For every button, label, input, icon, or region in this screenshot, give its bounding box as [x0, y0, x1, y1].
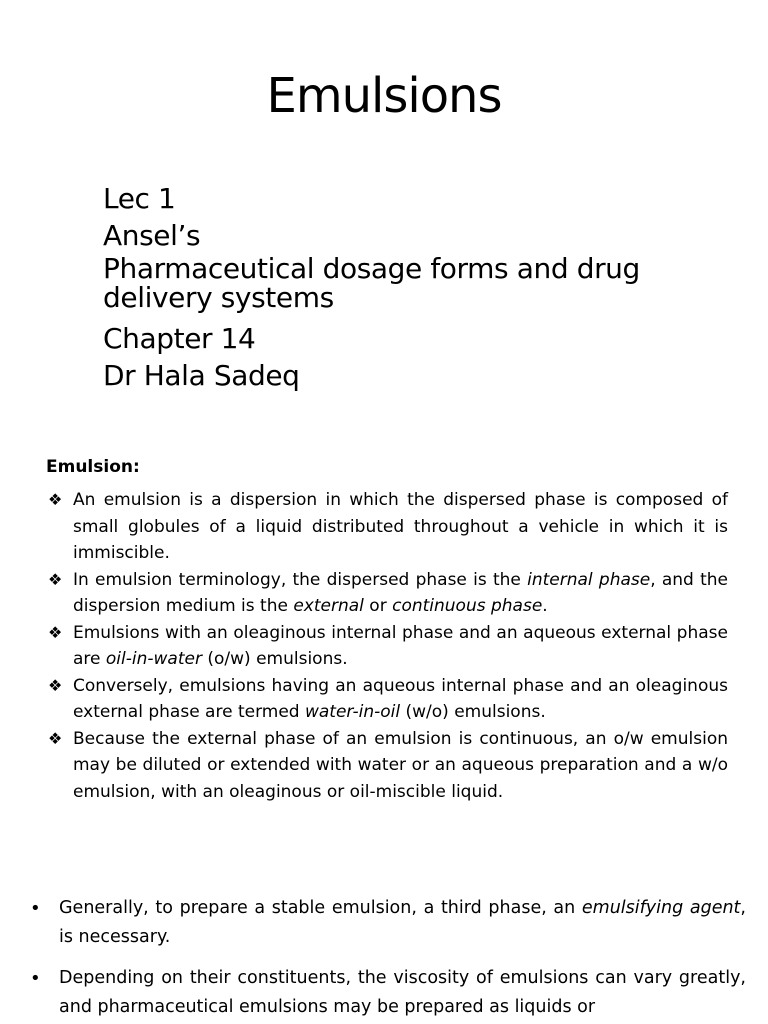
chapter-number: Chapter 14	[103, 322, 256, 355]
definition-text: (w/o) emulsions.	[400, 702, 546, 722]
diamond-bullet-icon: ❖	[48, 728, 63, 748]
term-internal-phase: internal phase	[527, 569, 651, 590]
definition-text: An emulsion is a dispersion in which the dispersed phase is composed of small globules of a liquid distributed throughout a vehicle in which it is immiscible.	[73, 490, 728, 563]
definition-list	[46, 487, 728, 805]
term-emulsifying-agent: emulsifying agent	[581, 898, 741, 918]
bullet-icon: •	[30, 898, 41, 919]
definition-point	[46, 567, 728, 620]
definition-text: Because the external phase of an emulsion is continuous, an o/w emulsion may be diluted or extended with water or an aqueous preparation and a w/o emulsion, with an oleaginous or oil-miscible liquid.	[73, 728, 728, 802]
note-point	[30, 964, 746, 1022]
definition-text: Emulsions with an oleaginous internal phase and an aqueous external phase are	[73, 622, 728, 669]
definition-heading: Emulsion:	[46, 457, 140, 477]
definition-text: or	[363, 596, 393, 616]
diamond-bullet-icon: ❖	[48, 622, 63, 642]
textbook-author: Ansel’s	[103, 219, 201, 252]
lecture-number: Lec 1	[103, 182, 176, 215]
notes-section	[30, 894, 746, 1024]
notes-list	[30, 894, 746, 1022]
diamond-bullet-icon: ❖	[48, 569, 63, 589]
note-text: , is necessary.	[59, 898, 746, 947]
term-external: external	[293, 596, 364, 616]
term-oil-in-water: oil-in-water	[105, 649, 202, 669]
definition-point	[46, 673, 728, 726]
bullet-icon: •	[30, 968, 41, 989]
definition-text: (o/w) emulsions.	[201, 649, 348, 669]
diamond-bullet-icon: ❖	[48, 675, 63, 695]
diamond-bullet-icon: ❖	[48, 490, 63, 509]
textbook-title: Pharmaceutical dosage forms and drug delivery systems	[103, 252, 640, 314]
definition-point	[46, 487, 728, 567]
lecture-info	[103, 180, 743, 394]
definition-text: Conversely, emulsions having an aqueous internal phase and an oleaginous external phase are termed	[73, 675, 728, 722]
term-water-in-oil: water-in-oil	[304, 702, 401, 722]
lecturer-name: Dr Hala Sadeq	[103, 359, 300, 392]
note-text: Generally, to prepare a stable emulsion, a third phase, an	[59, 898, 582, 918]
note-text: Depending on their constituents, the viscosity of emulsions can vary greatly, and pharmaceutical emulsions may be prepared as liquids or	[59, 968, 746, 1017]
page-title: Emulsions	[266, 68, 502, 124]
term-continuous-phase: continuous phase	[392, 596, 543, 616]
definition-text: .	[542, 596, 548, 616]
definition-section	[46, 456, 728, 805]
note-point	[30, 894, 746, 952]
definition-text: , and the dispersion medium is the	[73, 569, 728, 616]
definition-text: In emulsion terminology, the dispersed phase is the	[73, 569, 528, 590]
definition-point	[46, 726, 728, 806]
definition-point	[46, 620, 728, 673]
